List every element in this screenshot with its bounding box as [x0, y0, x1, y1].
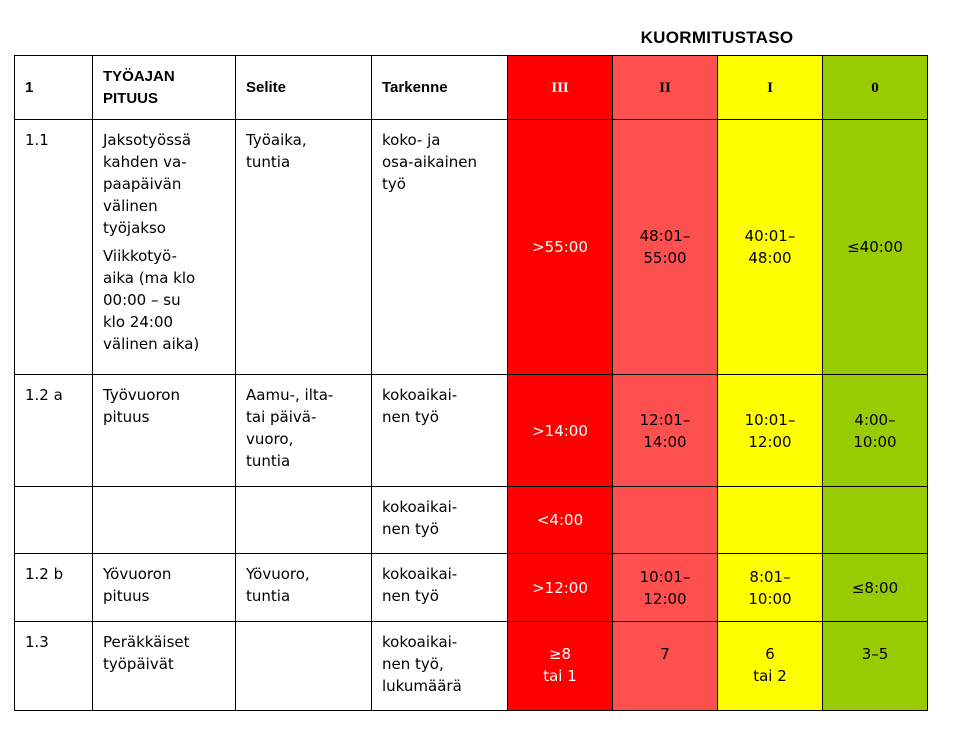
row-explanation: Aamu-, ilta- tai päivä- vuoro, tuntia: [236, 375, 372, 487]
row-category: Peräkkäiset työpäivät: [93, 622, 236, 711]
row-level-ii: 48:01– 55:00: [613, 120, 718, 375]
row-category: [93, 120, 236, 375]
header-level-iii: III: [508, 56, 613, 120]
row-level-i: 40:01– 48:00: [718, 120, 823, 375]
row-level-0: 4:00– 10:00: [823, 375, 928, 487]
row-level-i: 8:01– 10:00: [718, 554, 823, 622]
row-explanation: [236, 622, 372, 711]
row-level-iii: >14:00: [508, 375, 613, 487]
row-specification: kokoaikai- nen työ: [372, 375, 508, 487]
load-level-heading: KUORMITUSTASO: [640, 28, 794, 47]
row-specification: koko- ja osa-aikainen työ: [372, 120, 508, 375]
row-level-iii: ≥8 tai 1: [508, 622, 613, 711]
header-level-ii: II: [613, 56, 718, 120]
table-row: [15, 554, 928, 622]
row-id: [15, 487, 93, 554]
table-row: [15, 622, 928, 711]
row-level-0: ≤40:00: [823, 120, 928, 375]
header-category: TYÖAJAN PITUUS: [93, 56, 236, 120]
row-category: [93, 487, 236, 554]
row-level-ii: 10:01– 12:00: [613, 554, 718, 622]
row-id: 1.3: [15, 622, 93, 711]
row-category: Työvuoron pituus: [93, 375, 236, 487]
row-level-i: 6 tai 2: [718, 622, 823, 711]
row-specification: kokoaikai- nen työ, lukumäärä: [372, 622, 508, 711]
header-section-number: 1: [15, 56, 93, 120]
row-category-extra: Viikkotyö- aika (ma klo 00:00 – su klo 24:00 välinen aika): [103, 247, 200, 353]
header-explanation: Selite: [236, 56, 372, 120]
row-category: Yövuoron pituus: [93, 554, 236, 622]
row-explanation: [236, 487, 372, 554]
row-level-0: ≤8:00: [823, 554, 928, 622]
header-level-0: 0: [823, 56, 928, 120]
row-category-text: Jaksotyössä kahden va- paapäivän välinen työjakso: [103, 131, 192, 237]
row-level-iii: <4:00: [508, 487, 613, 554]
table-row: [15, 487, 928, 554]
row-id: 1.2 b: [15, 554, 93, 622]
header-specification: Tarkenne: [372, 56, 508, 120]
working-time-load-table: [14, 55, 928, 711]
table-row: [15, 375, 928, 487]
row-specification: kokoaikai- nen työ: [372, 554, 508, 622]
row-id: 1.2 a: [15, 375, 93, 487]
row-level-0: [823, 487, 928, 554]
row-specification: kokoaikai- nen työ: [372, 487, 508, 554]
row-level-iii: >12:00: [508, 554, 613, 622]
row-id: 1.1: [15, 120, 93, 375]
row-level-i: 10:01– 12:00: [718, 375, 823, 487]
row-level-ii: 12:01– 14:00: [613, 375, 718, 487]
row-explanation: Työaika, tuntia: [236, 120, 372, 375]
row-level-ii: 7: [613, 622, 718, 711]
row-explanation: Yövuoro, tuntia: [236, 554, 372, 622]
table-row: [15, 120, 928, 375]
row-level-0: 3–5: [823, 622, 928, 711]
row-level-i: [718, 487, 823, 554]
row-level-iii: >55:00: [508, 120, 613, 375]
header-level-i: I: [718, 56, 823, 120]
row-level-ii: [613, 487, 718, 554]
table-header-row: [15, 56, 928, 120]
